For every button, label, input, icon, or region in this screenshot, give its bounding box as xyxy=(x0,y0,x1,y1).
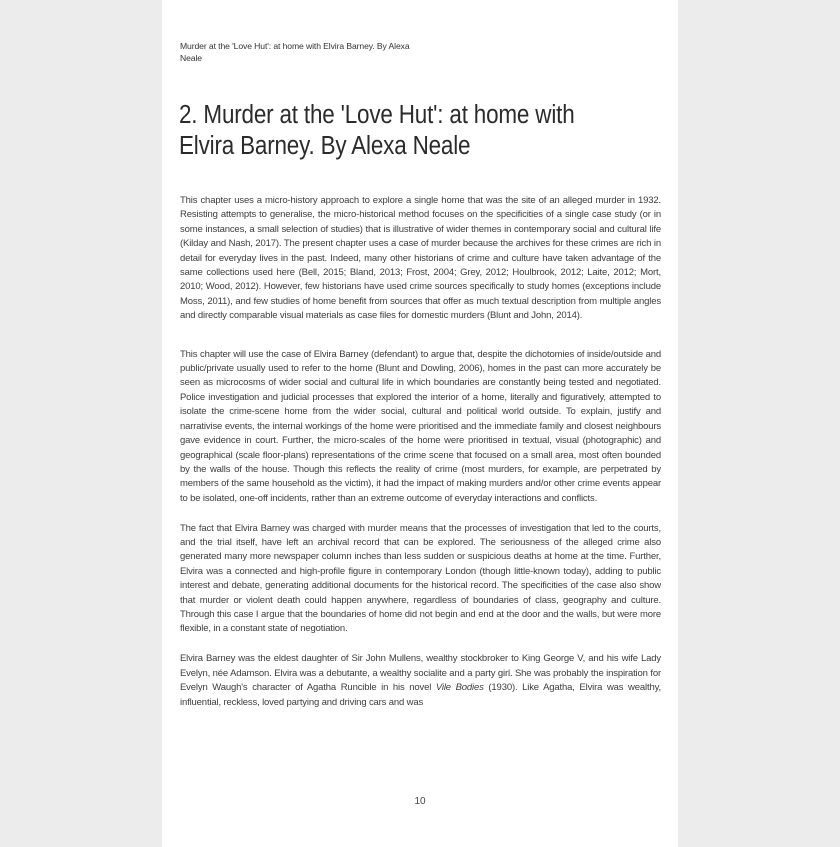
paragraph-text: Elvira Barney was the eldest daughter of Sir John Mullens, wealthy stockbroker to King George V, and his wife Lady Evelyn, née Adamson. Elvira was a debutante, a wealthy socialite and a party girl. She was probably the inspiration for Evelyn Waugh's character of Agatha Runcible in his novel xyxy=(180,653,661,694)
paragraph: The fact that Elvira Barney was charged with murder means that the processes of investigation that led to the courts, and the trial itself, have left an archival record that can be explored. The seriousness of the alleged crime also generated many more newspaper column inches than less sudden or suspicious deaths at home at the time. Further, Elvira was a connected and high-profile figure in contemporary London (though little-known today), adding to public interest and debate, generating additional documents for the historical record. The specificities of the case also show that murder or violent death could happen anywhere, regardless of boundaries of class, geography and culture. Through this case I argue that the boundaries of home did not begin and end at the door and the walls, but were more flexible, in a constant state of negotiation. xyxy=(180,522,661,635)
paragraph: This chapter will use the case of Elvira Barney (defendant) to argue that, despite the dichotomies of inside/outside and public/private usually used to refer to the home (Blunt and Dowling, 2006), homes in the past can more accurately be seen as microcosms of wider social and cultural life in which boundaries are constantly being tested and negotiated. Police investigation and judicial processes that explored the interior of a home, literally and figuratively, attempted to isolate the crime-scene home from the wider social, cultural and political world outside. To explain, justify and narrativise events, the internal workings of the home were prioritised and the immediate family and closest neighbours gave evidence in court. Further, the micro-scales of the home were prioritised in textual, visual (photographic) and geographical (scale floor-plans) representations of the crime scene that focused on a small area, most often bounded by the walls of the house. Though this reflects the reality of crime (most murders, for example, are perpetrated by members of the same household as the victim), it had the impact of making murders and/or other crime events appear to be isolated, one-off incidents, rather than an extreme outcome of everyday interactions and conflicts. xyxy=(180,348,661,504)
paragraph xyxy=(180,652,661,710)
paragraph: This chapter uses a micro-history approach to explore a single home that was the site of an alleged murder in 1932. Resisting attempts to generalise, the micro-historical method focuses on the specificities of a single case study (or in some instances, a small selection of studies) that is illustrative of wider themes in contemporary social and cultural life (Kilday and Nash, 2017). The present chapter uses a case of murder because the archives for these crimes are rich in detail for everyday lives in the past. Indeed, many other historians of crime and culture have taken advantage of the same collections used here (Bell, 2015; Bland, 2013; Frost, 2004; Grey, 2012; Houlbrook, 2012; Laite, 2012; Mort, 2010; Wood, 2012). However, few historians have used crime sources specifically to study homes (exceptions include Moss, 2011), and few studies of home benefit from sources that offer as much textual description from multiple angles and directly comparable visual materials as case files for domestic murders (Blunt and John, 2014). xyxy=(180,195,661,322)
body-text xyxy=(180,194,661,726)
running-header: Murder at the 'Love Hut': at home with Elvira Barney. By Alexa Neale xyxy=(180,41,410,63)
page-number: 10 xyxy=(414,796,426,807)
paragraph-text: (1930). Like Agatha, Elvira was wealthy, influential, reckless, loved partying and driving cars and was xyxy=(180,682,661,708)
book-title: Vile Bodies xyxy=(435,682,484,694)
chapter-title: 2. Murder at the 'Love Hut': at home with Elvira Barney. By Alexa Neale xyxy=(179,101,575,160)
document-page xyxy=(162,0,678,847)
